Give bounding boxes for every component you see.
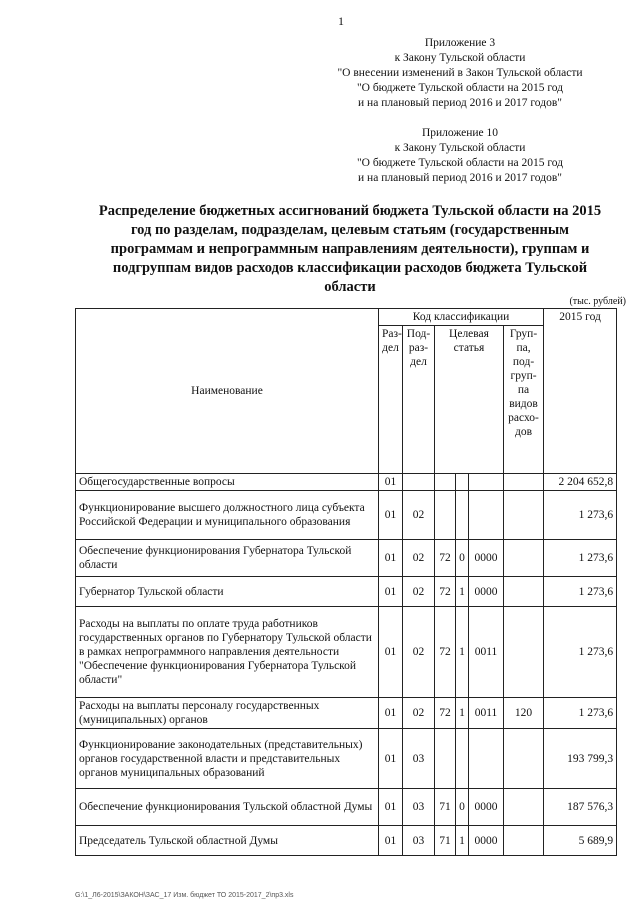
row-target-sub-cell [456,729,469,789]
row-expense-group-cell [504,577,544,607]
table-row [76,698,617,729]
appendix-line: и на плановый период 2016 и 2017 годов" [358,172,562,184]
appendix-line: к Закону Тульской области [394,52,526,64]
row-subsection-cell [403,474,435,491]
row-target-sub-cell: 1 [456,577,469,607]
appendix-line: "О внесении изменений в Закон Тульской области [337,67,583,79]
row-name-cell: Обеспечение функционирования Губернатора Тульской области [76,540,379,577]
row-target-sub-cell: 1 [456,698,469,729]
appendix-line: и на плановый период 2016 и 2017 годов" [358,97,562,109]
row-target-sub-cell [456,491,469,540]
row-target-sub-cell: 0 [456,789,469,826]
row-target-prog-cell: 71 [435,789,456,826]
subsection-header: Под-раз-дел [403,326,435,474]
file-path-footer: G:\1_Л6-2015\ЗАКОН\ЗАС_17 Изм. бюджет ТО 2015-2017_2\пр3.xls [75,892,294,899]
row-section-cell: 01 [379,577,403,607]
appendix-line: "О бюджете Тульской области на 2015 год [356,157,564,169]
row-name-cell: Обеспечение функционирования Тульской областной Думы [76,789,379,826]
row-target-code-cell: 0000 [469,826,504,856]
row-subsection-cell: 03 [403,789,435,826]
row-target-sub-cell: 1 [456,826,469,856]
row-section-cell: 01 [379,698,403,729]
row-expense-group-cell [504,789,544,826]
table-row [76,607,617,698]
table-row [76,540,617,577]
units-label: (тыс. рублей) [569,296,626,307]
row-subsection-cell: 02 [403,540,435,577]
row-subsection-cell: 02 [403,607,435,698]
title-line: Распределение бюджетных ассигнований бюджета Тульской области на 2015 [98,203,602,219]
appendix-10-header [310,126,610,186]
row-name-cell: Расходы на выплаты персоналу государственных (муниципальных) органов [76,698,379,729]
row-section-cell: 01 [379,826,403,856]
row-target-code-cell [469,474,504,491]
row-name-cell: Председатель Тульской областной Думы [76,826,379,856]
row-name-cell: Функционирование высшего должностного лица субъекта Российской Федерации и муниципального образования [76,491,379,540]
appendix-line: "О бюджете Тульской области на 2015 год [356,82,564,94]
row-name-cell: Функционирование законодательных (представительных) органов государственной власти и представительных органов муниципальных образований [76,729,379,789]
row-target-code-cell: 0011 [469,607,504,698]
row-target-code-cell: 0000 [469,789,504,826]
row-amount-cell: 1 273,6 [544,540,617,577]
row-target-prog-cell: 72 [435,607,456,698]
expense-group-header: Груп-па, под-груп-па видов расхо-дов [504,326,544,474]
target-article-header: Целевая статья [435,326,504,474]
row-target-prog-cell: 72 [435,698,456,729]
row-target-code-cell [469,729,504,789]
row-target-prog-cell [435,474,456,491]
row-target-prog-cell [435,491,456,540]
row-target-prog-cell: 71 [435,826,456,856]
table-body [76,474,617,856]
table-row [76,729,617,789]
row-target-sub-cell [456,474,469,491]
row-amount-cell: 1 273,6 [544,698,617,729]
row-expense-group-cell [504,607,544,698]
title-line: программам и непрограммным направлениям деятельности), группам и [110,241,590,257]
row-amount-cell: 5 689,9 [544,826,617,856]
row-target-code-cell [469,491,504,540]
row-amount-cell: 1 273,6 [544,577,617,607]
row-name-cell: Губернатор Тульской области [76,577,379,607]
row-target-sub-cell: 0 [456,540,469,577]
code-group-header: Код классификации [379,309,544,326]
row-expense-group-cell [504,826,544,856]
row-section-cell: 01 [379,729,403,789]
row-amount-cell: 193 799,3 [544,729,617,789]
row-expense-group-cell [504,729,544,789]
table-row [76,577,617,607]
row-target-prog-cell: 72 [435,577,456,607]
row-name-cell: Общегосударственные вопросы [76,474,379,491]
budget-table [75,308,617,856]
section-header: Раз-дел [379,326,403,474]
row-amount-cell: 2 204 652,8 [544,474,617,491]
row-section-cell: 01 [379,540,403,577]
table-row [76,826,617,856]
page-number: 1 [338,14,344,28]
row-target-code-cell: 0000 [469,577,504,607]
document-title [70,202,630,297]
row-expense-group-cell [504,540,544,577]
title-line: области [324,279,376,295]
year-column-header: 2015 год [544,309,617,474]
row-name-cell: Расходы на выплаты по оплате труда работников государственных органов по Губернатору Тульской области в рамках непрограммного направления деятельности "Обеспечение функционирования Губернатора Тульской области" [76,607,379,698]
row-amount-cell: 1 273,6 [544,607,617,698]
row-target-prog-cell: 72 [435,540,456,577]
row-section-cell: 01 [379,491,403,540]
row-target-prog-cell [435,729,456,789]
row-expense-group-cell [504,474,544,491]
appendix-line: Приложение 10 [421,127,499,139]
table-row [76,474,617,491]
row-target-code-cell: 0011 [469,698,504,729]
appendix-line: к Закону Тульской области [394,142,526,154]
row-subsection-cell: 02 [403,698,435,729]
row-subsection-cell: 03 [403,826,435,856]
appendix-3-header [310,36,610,111]
table-header-row [76,309,617,326]
row-subsection-cell: 03 [403,729,435,789]
row-expense-group-cell: 120 [504,698,544,729]
row-section-cell: 01 [379,474,403,491]
row-subsection-cell: 02 [403,491,435,540]
name-column-header: Наименование [76,309,379,474]
row-section-cell: 01 [379,607,403,698]
table-row [76,491,617,540]
row-section-cell: 01 [379,789,403,826]
row-amount-cell: 187 576,3 [544,789,617,826]
title-line: год по разделам, подразделам, целевым статьям (государственным [130,222,570,238]
row-target-sub-cell: 1 [456,607,469,698]
table-row [76,789,617,826]
row-expense-group-cell [504,491,544,540]
row-target-code-cell: 0000 [469,540,504,577]
row-subsection-cell: 02 [403,577,435,607]
title-line: подгруппам видов расходов классификации расходов бюджета Тульской [112,260,588,276]
appendix-line: Приложение 3 [424,37,496,49]
row-amount-cell: 1 273,6 [544,491,617,540]
